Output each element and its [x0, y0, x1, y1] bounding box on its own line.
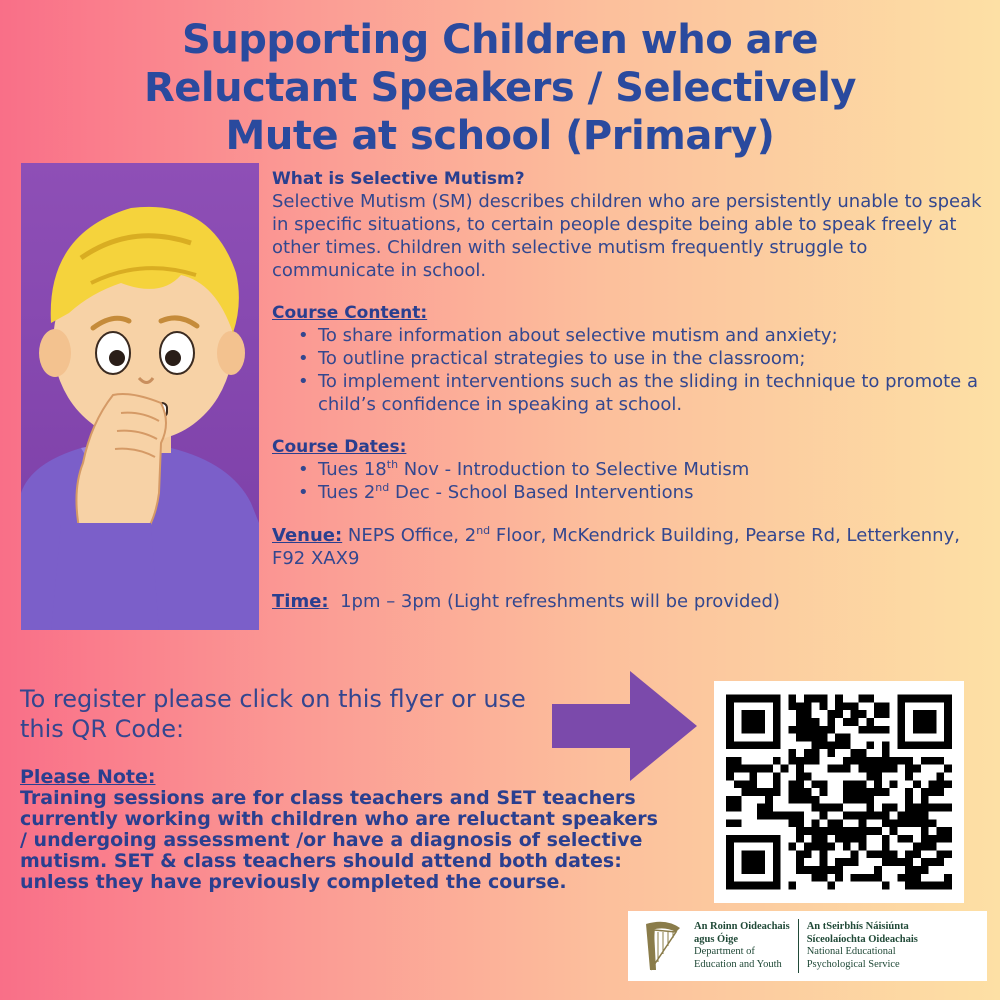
neps-name: An tSeirbhís Náisiúnta Síceolaíochta Oideachais National Educational Psychological Service	[806, 921, 918, 970]
worried-boy-illustration	[21, 163, 259, 630]
page-title: Supporting Children who are Reluctant Speakers / Selectively Mute at school (Primary)	[144, 17, 856, 159]
course-content-item: • To implement interventions such as the sliding in technique to promote a child’s confidence in speaking at school.	[298, 370, 984, 416]
qr-code[interactable]	[714, 681, 964, 903]
please-note-heading: Please Note:	[20, 766, 156, 788]
course-dates-list	[298, 458, 984, 504]
what-is-body: Selective Mutism (SM) describes children who are persistently unable to speak in specific situations, to certain people despite being able to speak freely at other times. Children with selective mutism frequently struggle to communicate in school.	[272, 191, 982, 281]
boy-figure	[21, 163, 259, 630]
time-label: Time:	[272, 591, 329, 612]
department-name: An Roinn Oideachais agus Óige Department of Education and Youth	[694, 921, 790, 970]
logo-divider	[798, 919, 799, 973]
info-section	[272, 168, 984, 613]
course-date-item: • Tues 2nd Dec - School Based Interventions	[298, 481, 984, 504]
right-arrow-icon	[552, 671, 697, 781]
course-date-item: • Tues 18th Nov - Introduction to Selective Mutism	[298, 458, 984, 481]
harp-icon	[636, 918, 686, 974]
venue-line: Venue: NEPS Office, 2nd Floor, McKendrick Building, Pearse Rd, Letterkenny, F92 XAX9	[272, 524, 960, 569]
course-content-item: • To outline practical strategies to use in the classroom;	[298, 347, 984, 370]
department-logo	[628, 911, 987, 981]
course-content-section	[272, 302, 984, 416]
venue-label: Venue:	[272, 525, 343, 546]
register-text[interactable]: To register please click on this flyer or use this QR Code:	[20, 685, 526, 743]
course-content-heading: Course Content:	[272, 303, 428, 323]
course-content-list	[298, 324, 984, 416]
qr-code-pattern	[726, 693, 952, 891]
time-text: 1pm – 3pm (Light refreshments will be provided)	[328, 591, 780, 612]
time-line	[272, 590, 984, 613]
please-note-section	[20, 766, 670, 893]
course-dates-section	[272, 436, 984, 504]
what-is-heading: What is Selective Mutism?	[272, 169, 525, 189]
what-is-section	[272, 168, 984, 282]
please-note-body: Training sessions are for class teachers and SET teachers currently working with children who are reluctant speakers / undergoing assessment /or have a diagnosis of selective mutism. SET & class teachers should attend both dates: unless they have previously completed the course.	[20, 787, 658, 893]
course-dates-heading: Course Dates:	[272, 437, 407, 457]
course-content-item: • To share information about selective mutism and anxiety;	[298, 324, 984, 347]
